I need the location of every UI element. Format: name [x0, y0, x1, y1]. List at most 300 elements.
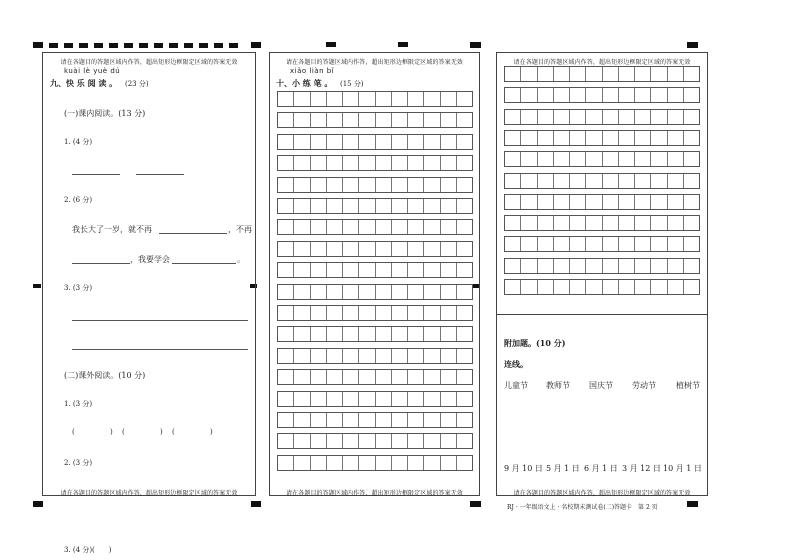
grid-cell[interactable] [424, 199, 440, 213]
grid-cell[interactable] [343, 92, 359, 106]
grid-cell[interactable] [294, 327, 310, 341]
grid-row[interactable] [504, 66, 700, 82]
grid-cell[interactable] [359, 178, 375, 192]
grid-cell[interactable] [294, 306, 310, 320]
grid-cell[interactable] [538, 280, 554, 294]
grid-cell[interactable] [327, 306, 343, 320]
grid-cell[interactable] [586, 88, 602, 102]
grid-cell[interactable] [392, 370, 408, 384]
grid-row[interactable] [504, 173, 700, 189]
grid-row[interactable] [504, 151, 700, 167]
grid-cell[interactable] [294, 135, 310, 149]
grid-cell[interactable] [603, 259, 619, 273]
grid-cell[interactable] [392, 327, 408, 341]
grid-cell[interactable] [424, 306, 440, 320]
grid-cell[interactable] [408, 220, 424, 234]
grid-cell[interactable] [408, 349, 424, 363]
grid-cell[interactable] [505, 67, 521, 81]
answer-line[interactable] [72, 349, 248, 350]
grid-cell[interactable] [294, 199, 310, 213]
grid-cell[interactable] [359, 349, 375, 363]
grid-cell[interactable] [376, 349, 392, 363]
grid-cell[interactable] [521, 237, 537, 251]
grid-row[interactable] [504, 130, 700, 146]
grid-cell[interactable] [684, 110, 699, 124]
grid-cell[interactable] [521, 174, 537, 188]
answer-line[interactable] [72, 263, 130, 264]
grid-cell[interactable] [619, 195, 635, 209]
grid-cell[interactable] [424, 285, 440, 299]
grid-cell[interactable] [441, 434, 457, 448]
grid-cell[interactable] [392, 178, 408, 192]
date-item[interactable]: 5 月 1 日 [546, 464, 580, 473]
grid-cell[interactable] [311, 434, 327, 448]
grid-cell[interactable] [278, 92, 294, 106]
grid-cell[interactable] [521, 259, 537, 273]
grid-cell[interactable] [619, 88, 635, 102]
grid-cell[interactable] [586, 110, 602, 124]
grid-row[interactable] [277, 348, 473, 364]
grid-cell[interactable] [424, 370, 440, 384]
grid-cell[interactable] [570, 259, 586, 273]
grid-cell[interactable] [441, 199, 457, 213]
grid-row[interactable] [277, 305, 473, 321]
grid-cell[interactable] [441, 370, 457, 384]
grid-cell[interactable] [376, 370, 392, 384]
grid-cell[interactable] [311, 178, 327, 192]
grid-cell[interactable] [327, 327, 343, 341]
grid-cell[interactable] [603, 216, 619, 230]
grid-cell[interactable] [619, 67, 635, 81]
grid-row[interactable] [504, 236, 700, 252]
grid-cell[interactable] [505, 259, 521, 273]
grid-cell[interactable] [343, 456, 359, 470]
grid-cell[interactable] [635, 259, 651, 273]
grid-cell[interactable] [408, 370, 424, 384]
grid-row[interactable] [504, 215, 700, 231]
grid-cell[interactable] [603, 195, 619, 209]
grid-cell[interactable] [635, 195, 651, 209]
grid-cell[interactable] [651, 67, 667, 81]
grid-cell[interactable] [343, 242, 359, 256]
grid-cell[interactable] [278, 178, 294, 192]
grid-cell[interactable] [651, 237, 667, 251]
grid-cell[interactable] [392, 263, 408, 277]
grid-cell[interactable] [376, 242, 392, 256]
grid-cell[interactable] [359, 413, 375, 427]
grid-cell[interactable] [505, 195, 521, 209]
grid-cell[interactable] [311, 156, 327, 170]
grid-cell[interactable] [392, 220, 408, 234]
grid-row[interactable] [277, 455, 473, 471]
grid-cell[interactable] [424, 113, 440, 127]
grid-cell[interactable] [343, 392, 359, 406]
grid-cell[interactable] [408, 434, 424, 448]
grid-cell[interactable] [376, 327, 392, 341]
grid-cell[interactable] [278, 327, 294, 341]
grid-cell[interactable] [603, 131, 619, 145]
grid-cell[interactable] [424, 456, 440, 470]
grid-row[interactable] [277, 284, 473, 300]
grid-cell[interactable] [327, 392, 343, 406]
grid-cell[interactable] [294, 392, 310, 406]
grid-cell[interactable] [586, 237, 602, 251]
grid-cell[interactable] [327, 113, 343, 127]
grid-cell[interactable] [359, 135, 375, 149]
grid-cell[interactable] [408, 242, 424, 256]
grid-cell[interactable] [343, 220, 359, 234]
grid-cell[interactable] [343, 178, 359, 192]
writing-grid[interactable] [277, 91, 473, 477]
grid-cell[interactable] [603, 152, 619, 166]
grid-row[interactable] [277, 262, 473, 278]
grid-cell[interactable] [554, 174, 570, 188]
grid-cell[interactable] [457, 392, 472, 406]
grid-cell[interactable] [538, 131, 554, 145]
grid-row[interactable] [504, 194, 700, 210]
grid-cell[interactable] [635, 216, 651, 230]
grid-cell[interactable] [521, 110, 537, 124]
grid-cell[interactable] [668, 88, 684, 102]
grid-cell[interactable] [311, 413, 327, 427]
grid-cell[interactable] [343, 370, 359, 384]
grid-cell[interactable] [619, 259, 635, 273]
grid-cell[interactable] [278, 220, 294, 234]
grid-cell[interactable] [668, 67, 684, 81]
grid-cell[interactable] [359, 156, 375, 170]
grid-cell[interactable] [635, 110, 651, 124]
grid-cell[interactable] [457, 92, 472, 106]
grid-cell[interactable] [554, 280, 570, 294]
festival-item[interactable]: 儿童节 [504, 381, 528, 390]
grid-cell[interactable] [554, 237, 570, 251]
grid-cell[interactable] [570, 280, 586, 294]
grid-cell[interactable] [311, 199, 327, 213]
grid-cell[interactable] [457, 327, 472, 341]
grid-cell[interactable] [343, 327, 359, 341]
grid-cell[interactable] [684, 237, 699, 251]
grid-cell[interactable] [457, 285, 472, 299]
grid-cell[interactable] [408, 392, 424, 406]
grid-cell[interactable] [603, 174, 619, 188]
grid-cell[interactable] [651, 174, 667, 188]
grid-cell[interactable] [521, 67, 537, 81]
grid-row[interactable] [277, 134, 473, 150]
grid-cell[interactable] [457, 349, 472, 363]
grid-cell[interactable] [619, 280, 635, 294]
grid-cell[interactable] [294, 92, 310, 106]
grid-cell[interactable] [457, 199, 472, 213]
grid-cell[interactable] [538, 216, 554, 230]
grid-cell[interactable] [278, 392, 294, 406]
grid-cell[interactable] [392, 456, 408, 470]
grid-cell[interactable] [651, 280, 667, 294]
grid-cell[interactable] [424, 434, 440, 448]
date-item[interactable]: 10 月 1 日 [663, 464, 702, 473]
grid-cell[interactable] [376, 135, 392, 149]
grid-cell[interactable] [392, 92, 408, 106]
grid-cell[interactable] [343, 349, 359, 363]
grid-cell[interactable] [635, 131, 651, 145]
grid-cell[interactable] [521, 131, 537, 145]
grid-cell[interactable] [457, 434, 472, 448]
grid-cell[interactable] [668, 110, 684, 124]
grid-cell[interactable] [343, 113, 359, 127]
grid-cell[interactable] [538, 237, 554, 251]
grid-cell[interactable] [311, 456, 327, 470]
grid-cell[interactable] [619, 174, 635, 188]
grid-cell[interactable] [684, 174, 699, 188]
grid-cell[interactable] [392, 199, 408, 213]
grid-cell[interactable] [441, 392, 457, 406]
grid-cell[interactable] [327, 156, 343, 170]
grid-cell[interactable] [392, 413, 408, 427]
grid-cell[interactable] [635, 67, 651, 81]
grid-cell[interactable] [619, 216, 635, 230]
grid-cell[interactable] [278, 306, 294, 320]
date-item[interactable]: 6 月 1 日 [584, 464, 618, 473]
grid-cell[interactable] [668, 259, 684, 273]
grid-cell[interactable] [424, 135, 440, 149]
grid-cell[interactable] [311, 327, 327, 341]
grid-cell[interactable] [651, 88, 667, 102]
grid-cell[interactable] [505, 237, 521, 251]
grid-cell[interactable] [408, 156, 424, 170]
grid-cell[interactable] [278, 370, 294, 384]
grid-cell[interactable] [554, 131, 570, 145]
festival-item[interactable]: 劳动节 [632, 381, 656, 390]
grid-cell[interactable] [554, 152, 570, 166]
grid-cell[interactable] [424, 413, 440, 427]
answer-line[interactable] [159, 233, 227, 234]
grid-cell[interactable] [441, 135, 457, 149]
grid-cell[interactable] [441, 178, 457, 192]
grid-cell[interactable] [441, 306, 457, 320]
grid-cell[interactable] [294, 370, 310, 384]
grid-cell[interactable] [311, 135, 327, 149]
grid-cell[interactable] [278, 156, 294, 170]
grid-cell[interactable] [457, 135, 472, 149]
grid-cell[interactable] [619, 131, 635, 145]
grid-cell[interactable] [424, 220, 440, 234]
grid-cell[interactable] [376, 306, 392, 320]
grid-cell[interactable] [538, 195, 554, 209]
grid-cell[interactable] [424, 242, 440, 256]
grid-cell[interactable] [408, 456, 424, 470]
grid-cell[interactable] [505, 216, 521, 230]
answer-line[interactable] [72, 174, 120, 175]
grid-cell[interactable] [327, 434, 343, 448]
grid-cell[interactable] [392, 135, 408, 149]
grid-cell[interactable] [311, 392, 327, 406]
grid-cell[interactable] [441, 220, 457, 234]
grid-cell[interactable] [635, 152, 651, 166]
grid-cell[interactable] [359, 327, 375, 341]
grid-cell[interactable] [278, 413, 294, 427]
grid-cell[interactable] [441, 327, 457, 341]
grid-cell[interactable] [651, 110, 667, 124]
grid-cell[interactable] [327, 456, 343, 470]
grid-cell[interactable] [294, 113, 310, 127]
grid-cell[interactable] [343, 156, 359, 170]
grid-cell[interactable] [635, 280, 651, 294]
grid-cell[interactable] [311, 263, 327, 277]
grid-cell[interactable] [327, 135, 343, 149]
grid-cell[interactable] [294, 156, 310, 170]
grid-cell[interactable] [554, 259, 570, 273]
grid-cell[interactable] [376, 220, 392, 234]
grid-cell[interactable] [457, 263, 472, 277]
grid-cell[interactable] [505, 88, 521, 102]
grid-row[interactable] [504, 109, 700, 125]
grid-row[interactable] [277, 112, 473, 128]
grid-cell[interactable] [521, 88, 537, 102]
grid-cell[interactable] [684, 131, 699, 145]
grid-cell[interactable] [554, 110, 570, 124]
grid-cell[interactable] [586, 174, 602, 188]
grid-cell[interactable] [635, 237, 651, 251]
grid-row[interactable] [504, 87, 700, 103]
grid-cell[interactable] [651, 152, 667, 166]
grid-cell[interactable] [538, 88, 554, 102]
grid-row[interactable] [504, 279, 700, 295]
grid-cell[interactable] [294, 413, 310, 427]
grid-cell[interactable] [570, 195, 586, 209]
grid-cell[interactable] [343, 413, 359, 427]
festival-item[interactable]: 国庆节 [589, 381, 613, 390]
grid-cell[interactable] [311, 370, 327, 384]
grid-cell[interactable] [505, 110, 521, 124]
grid-cell[interactable] [457, 113, 472, 127]
grid-cell[interactable] [294, 349, 310, 363]
grid-cell[interactable] [311, 349, 327, 363]
grid-cell[interactable] [278, 113, 294, 127]
grid-cell[interactable] [359, 392, 375, 406]
grid-cell[interactable] [327, 370, 343, 384]
grid-cell[interactable] [521, 195, 537, 209]
grid-cell[interactable] [376, 392, 392, 406]
grid-cell[interactable] [343, 263, 359, 277]
grid-cell[interactable] [586, 131, 602, 145]
grid-cell[interactable] [392, 392, 408, 406]
grid-cell[interactable] [424, 178, 440, 192]
grid-cell[interactable] [457, 413, 472, 427]
grid-cell[interactable] [359, 306, 375, 320]
grid-cell[interactable] [408, 327, 424, 341]
grid-cell[interactable] [668, 152, 684, 166]
grid-cell[interactable] [441, 349, 457, 363]
grid-cell[interactable] [684, 259, 699, 273]
grid-cell[interactable] [424, 92, 440, 106]
grid-row[interactable] [277, 177, 473, 193]
grid-cell[interactable] [294, 242, 310, 256]
grid-cell[interactable] [359, 434, 375, 448]
grid-cell[interactable] [278, 456, 294, 470]
grid-cell[interactable] [684, 195, 699, 209]
grid-cell[interactable] [424, 263, 440, 277]
grid-cell[interactable] [359, 220, 375, 234]
grid-cell[interactable] [376, 113, 392, 127]
grid-cell[interactable] [294, 220, 310, 234]
grid-row[interactable] [277, 326, 473, 342]
grid-cell[interactable] [359, 456, 375, 470]
grid-cell[interactable] [586, 195, 602, 209]
grid-cell[interactable] [278, 285, 294, 299]
grid-cell[interactable] [392, 349, 408, 363]
grid-cell[interactable] [554, 195, 570, 209]
grid-cell[interactable] [441, 456, 457, 470]
grid-cell[interactable] [424, 392, 440, 406]
grid-cell[interactable] [294, 285, 310, 299]
grid-row[interactable] [277, 369, 473, 385]
grid-cell[interactable] [441, 413, 457, 427]
grid-cell[interactable] [505, 280, 521, 294]
grid-cell[interactable] [408, 413, 424, 427]
grid-cell[interactable] [311, 242, 327, 256]
grid-cell[interactable] [554, 88, 570, 102]
grid-cell[interactable] [327, 285, 343, 299]
grid-cell[interactable] [392, 113, 408, 127]
grid-cell[interactable] [538, 152, 554, 166]
grid-cell[interactable] [570, 216, 586, 230]
grid-cell[interactable] [668, 131, 684, 145]
grid-cell[interactable] [619, 110, 635, 124]
grid-cell[interactable] [392, 306, 408, 320]
grid-cell[interactable] [392, 434, 408, 448]
grid-cell[interactable] [441, 263, 457, 277]
grid-cell[interactable] [408, 178, 424, 192]
date-item[interactable]: 9 月 10 日 [504, 464, 543, 473]
grid-cell[interactable] [668, 280, 684, 294]
grid-cell[interactable] [521, 152, 537, 166]
grid-cell[interactable] [684, 88, 699, 102]
grid-cell[interactable] [311, 306, 327, 320]
grid-cell[interactable] [603, 67, 619, 81]
grid-cell[interactable] [538, 174, 554, 188]
grid-cell[interactable] [457, 306, 472, 320]
grid-cell[interactable] [668, 174, 684, 188]
grid-cell[interactable] [359, 92, 375, 106]
grid-cell[interactable] [441, 242, 457, 256]
grid-cell[interactable] [570, 237, 586, 251]
grid-row[interactable] [277, 198, 473, 214]
grid-cell[interactable] [554, 216, 570, 230]
grid-cell[interactable] [311, 113, 327, 127]
grid-cell[interactable] [278, 349, 294, 363]
answer-line[interactable] [136, 174, 184, 175]
grid-cell[interactable] [668, 195, 684, 209]
grid-cell[interactable] [538, 110, 554, 124]
grid-row[interactable] [504, 258, 700, 274]
grid-cell[interactable] [376, 285, 392, 299]
grid-cell[interactable] [278, 263, 294, 277]
grid-cell[interactable] [441, 92, 457, 106]
grid-row[interactable] [277, 241, 473, 257]
grid-cell[interactable] [294, 434, 310, 448]
answer-line[interactable] [172, 263, 236, 264]
grid-cell[interactable] [603, 88, 619, 102]
grid-cell[interactable] [327, 349, 343, 363]
grid-cell[interactable] [505, 174, 521, 188]
grid-cell[interactable] [327, 220, 343, 234]
grid-cell[interactable] [441, 113, 457, 127]
grid-cell[interactable] [359, 242, 375, 256]
grid-cell[interactable] [651, 195, 667, 209]
grid-cell[interactable] [457, 456, 472, 470]
grid-cell[interactable] [586, 259, 602, 273]
grid-cell[interactable] [408, 92, 424, 106]
festival-item[interactable]: 植树节 [676, 381, 700, 390]
